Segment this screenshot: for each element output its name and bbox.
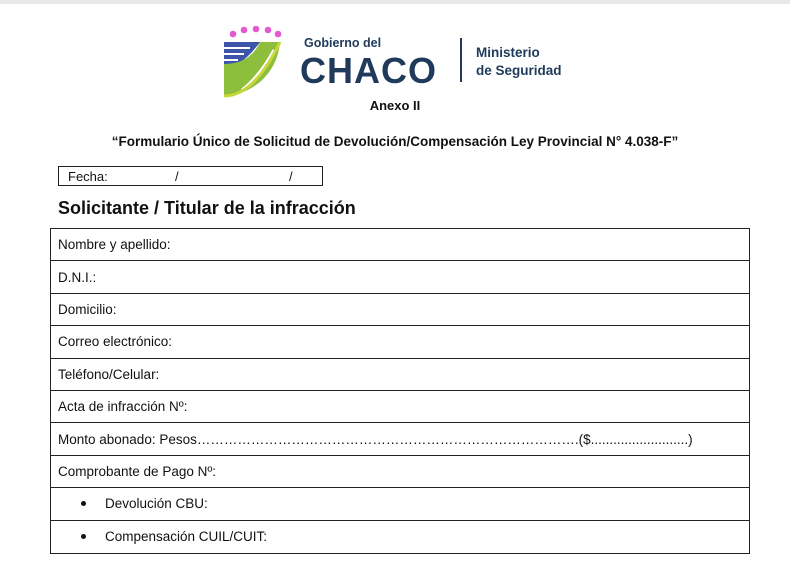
row-label: Monto abonado: Pesos………………………………………………………………………….($..........................) — [58, 431, 693, 447]
row-label: Nombre y apellido: — [58, 237, 171, 253]
date-separator: / — [175, 169, 179, 184]
form-row-infraction[interactable] — [51, 391, 749, 423]
row-label: Devolución CBU: — [105, 496, 208, 512]
bullet-icon — [81, 534, 86, 539]
row-label: Comprobante de Pago Nº: — [58, 463, 217, 479]
form-row-name[interactable] — [51, 229, 749, 261]
form-row-address[interactable] — [51, 294, 749, 326]
date-label: Fecha: — [68, 169, 108, 184]
top-bar — [0, 0, 790, 4]
row-label: Acta de infracción Nº: — [58, 399, 188, 415]
form-row-phone[interactable] — [51, 359, 749, 391]
logo-divider — [460, 38, 462, 82]
form-row-amount[interactable] — [51, 423, 749, 455]
section-title: Solicitante / Titular de la infracción — [58, 198, 356, 218]
row-label: Teléfono/Celular: — [58, 366, 160, 382]
form-row-dni[interactable] — [51, 261, 749, 293]
row-label: Correo electrónico: — [58, 334, 173, 350]
applicant-form-table — [50, 228, 750, 554]
chaco-emblem-icon — [220, 26, 290, 98]
form-title: “Formulario Único de Solicitud de Devolución/Compensación Ley Provincial N° 4.038-F” — [111, 134, 679, 149]
date-field[interactable] — [58, 166, 323, 186]
header-logo — [220, 26, 580, 98]
bullet-icon — [81, 501, 86, 506]
form-row-payment-receipt[interactable] — [51, 456, 749, 488]
ministry-line1: Ministerio — [476, 45, 540, 60]
ministry-line2: de Seguridad — [476, 63, 562, 78]
logo-main-text: CHACO — [300, 50, 437, 91]
annex-label: Anexo II — [369, 98, 421, 113]
form-row-compensation-cuit[interactable] — [51, 521, 749, 553]
logo-top-text: Gobierno del — [304, 36, 382, 50]
form-row-refund-cbu[interactable] — [51, 488, 749, 520]
row-label: Compensación CUIL/CUIT: — [105, 529, 268, 545]
date-separator: / — [289, 169, 293, 184]
form-row-email[interactable] — [51, 326, 749, 358]
row-label: Domicilio: — [58, 301, 117, 317]
row-label: D.N.I.: — [58, 269, 97, 285]
